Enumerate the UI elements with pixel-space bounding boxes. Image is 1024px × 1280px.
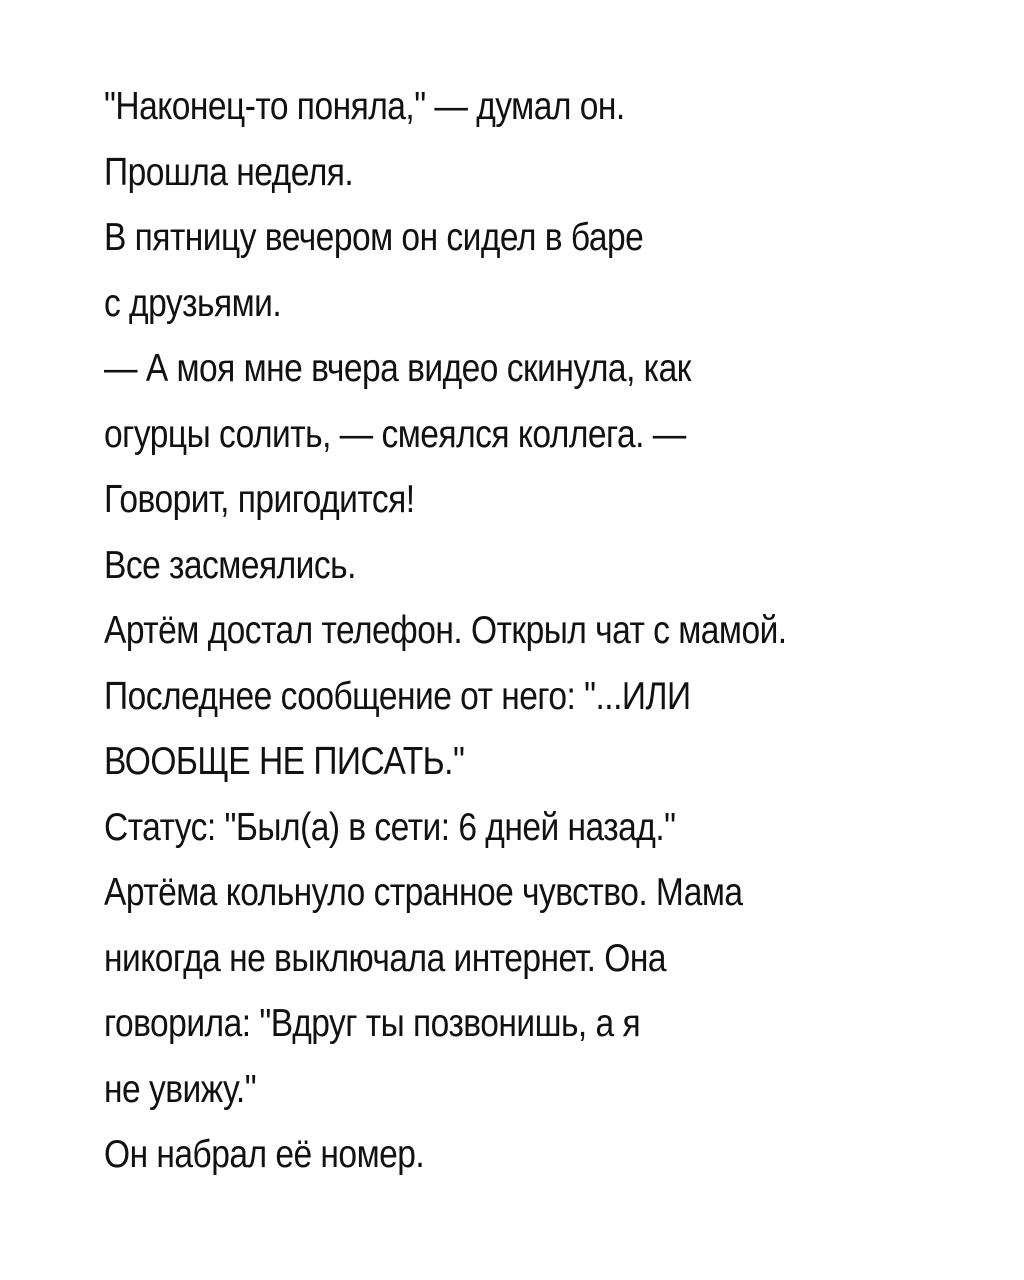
story-line: "Наконец-то поняла," — думал он. bbox=[104, 85, 625, 128]
story-line: Артём достал телефон. Открыл чат с мамой. bbox=[104, 609, 787, 652]
story-line: никогда не выключала интернет. Она bbox=[104, 936, 666, 980]
story-text bbox=[104, 74, 1004, 1188]
story-line: Артёма кольнуло странное чувство. Мама bbox=[104, 871, 743, 914]
story-line: огурцы солить, — смеялся коллега. — bbox=[104, 412, 686, 456]
story-line: — А моя мне вчера видео скинула, как bbox=[104, 347, 691, 390]
story-line: Прошла неделя. bbox=[104, 150, 354, 194]
story-line: В пятницу вечером он сидел в баре bbox=[104, 216, 644, 259]
story-line: Статус: "Был(а) в сети: 6 дней назад." bbox=[104, 805, 676, 849]
story-line: Все засмеялись. bbox=[104, 543, 356, 587]
story-line: с друзьями. bbox=[104, 281, 282, 325]
story-line: не увижу." bbox=[104, 1067, 257, 1111]
story-line: Последнее сообщение от него: "...ИЛИ bbox=[104, 674, 691, 718]
story-line: говорила: "Вдруг ты позвонишь, а я bbox=[104, 1002, 641, 1045]
story-line: Он набрал её номер. bbox=[104, 1133, 425, 1176]
story-line: Говорит, пригодится! bbox=[104, 478, 415, 521]
story-line: ВООБЩЕ НЕ ПИСАТЬ." bbox=[104, 740, 465, 783]
